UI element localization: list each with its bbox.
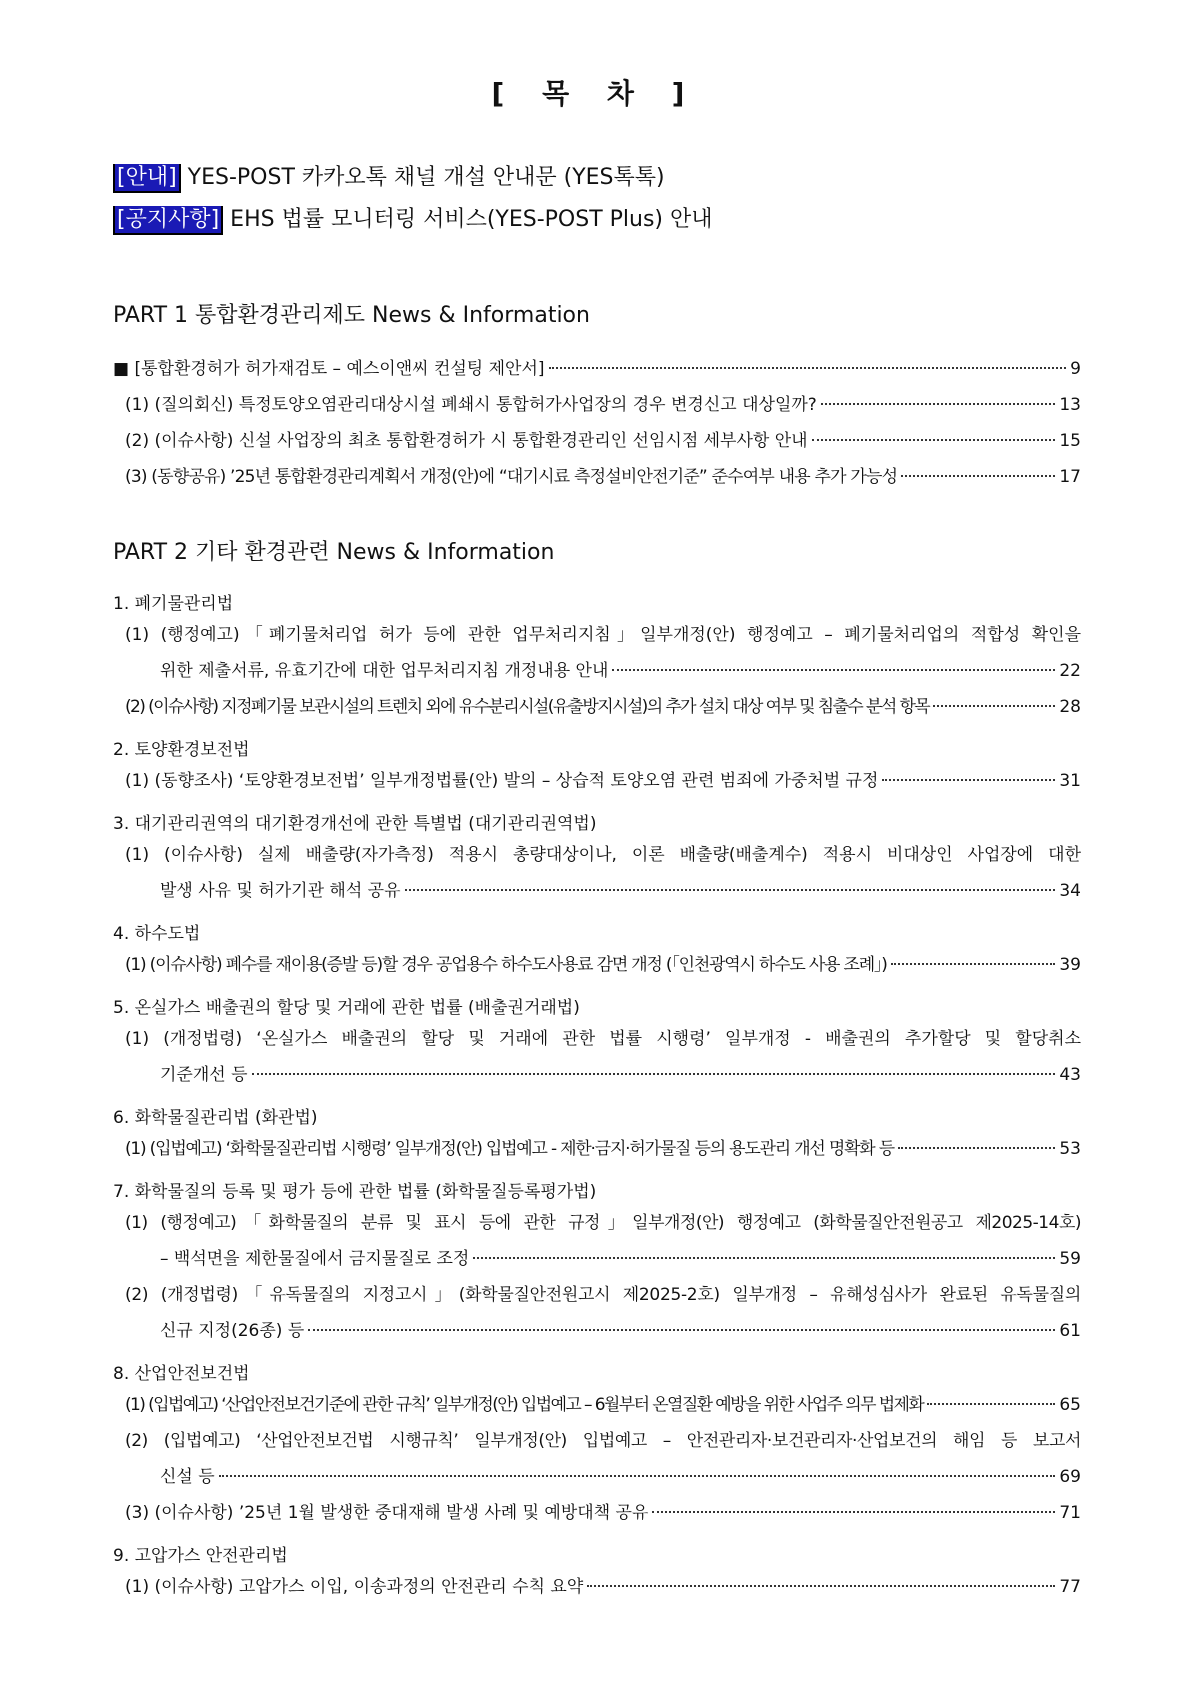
toc-entry-text-cont: 신설 등 (160, 1467, 215, 1487)
law-heading: 7. 화학물질의 등록 및 평가 등에 관한 법률 (화학물질등록평가법) (113, 1182, 597, 1202)
toc-entry-text: (1) (행정예고)「화학물질의 분류 및 표시 등에 관한 규정」일부개정(안) 행정예고 (화학물질안전원공고 제2025-14호) (125, 1213, 1081, 1233)
page-number: 53 (1059, 1139, 1081, 1159)
leader-dots (652, 1511, 1055, 1513)
page-number: 59 (1059, 1249, 1081, 1269)
page-number: 65 (1059, 1395, 1081, 1415)
leader-dots (587, 1585, 1055, 1587)
leader-dots (219, 1475, 1056, 1477)
toc-entry[interactable] (125, 837, 1081, 909)
leader-dots (308, 1329, 1055, 1331)
toc-entry[interactable] (125, 423, 1081, 459)
toc-entry-text: (1) (입법예고) ‘산업안전보건기준에 관한 규칙’ 일부개정(안) 입법예고 – 6월부터 온열질환 예방을 위한 사업주 의무 법제화 (125, 1395, 924, 1415)
page-number: 34 (1059, 881, 1081, 901)
toc-entry[interactable] (125, 1021, 1081, 1093)
page-title: [ 목 차 ] (491, 77, 699, 110)
law-heading: 3. 대기관리권역의 대기환경개선에 관한 특별법 (대기관리권역법) (113, 814, 597, 834)
page-number: 13 (1059, 395, 1081, 415)
part1-heading: PART 1 통합환경관리제도 News & Information (113, 303, 590, 328)
toc-entry-text: (3) (이슈사항) ’25년 1월 발생한 중대재해 발생 사례 및 예방대책 공유 (125, 1503, 649, 1523)
toc-entry-text: (1) (입법예고) ‘화학물질관리법 시행령’ 일부개정(안) 입법예고 - 제한·금지·허가물질 등의 용도관리 개선 명확화 등 (125, 1139, 894, 1159)
toc-entry[interactable] (125, 1205, 1081, 1277)
toc-entry-text-cont: 발생 사유 및 허가기관 해석 공유 (160, 881, 401, 901)
page-number: 15 (1059, 431, 1081, 451)
page-number: 69 (1059, 1467, 1081, 1487)
toc-entry-text: ■ [통합환경허가 허가재검토 – 예스이앤씨 컨설팅 제안서] (113, 359, 545, 379)
toc-entry[interactable] (125, 459, 1081, 495)
toc-entry[interactable] (125, 1495, 1081, 1531)
law-heading: 4. 하수도법 (113, 924, 201, 944)
page-number: 61 (1059, 1321, 1081, 1341)
toc-entry-text-cont: 위한 제출서류, 유효기간에 대한 업무처리지침 개정내용 안내 (160, 661, 609, 681)
toc-entry[interactable] (125, 1423, 1081, 1495)
leader-dots (549, 367, 1067, 369)
toc-entry-text-cont: 기준개선 등 (160, 1065, 248, 1085)
toc-entry[interactable] (113, 351, 1081, 387)
toc-entry-text: (3) (동향공유) ’25년 통합환경관리계획서 개정(안)에 “대기시료 측정설비안전기준” 준수여부 내용 추가 가능성 (125, 467, 898, 487)
page-number: 9 (1070, 359, 1081, 379)
notice-text: YES-POST 카카오톡 채널 개설 안내문 (YES톡톡) (180, 165, 665, 190)
notice-text: EHS 법률 모니터링 서비스(YES-POST Plus) 안내 (223, 207, 713, 232)
toc-entry-text-cont: 신규 지정(26종) 등 (160, 1321, 305, 1341)
toc-entry-text: (1) (이슈사항) 고압가스 이입, 이송과정의 안전관리 수칙 요약 (125, 1577, 584, 1597)
page-number: 17 (1059, 467, 1081, 487)
leader-dots (812, 439, 1056, 441)
leader-dots (898, 1147, 1055, 1149)
toc-entry[interactable] (125, 763, 1081, 799)
page-number: 28 (1059, 697, 1081, 717)
leader-dots (882, 779, 1055, 781)
toc-entry[interactable] (125, 617, 1081, 689)
law-heading: 2. 토양환경보전법 (113, 740, 250, 760)
law-heading: 9. 고압가스 안전관리법 (113, 1546, 288, 1566)
toc-entry-text: (1) (개정법령) ‘온실가스 배출권의 할당 및 거래에 관한 법률 시행령’ 일부개정 - 배출권의 추가할당 및 할당취소 (125, 1029, 1081, 1049)
page-number: 43 (1059, 1065, 1081, 1085)
toc-entry[interactable] (125, 947, 1081, 983)
toc-entry-text: (1) (질의회신) 특정토양오염관리대상시설 폐쇄시 통합허가사업장의 경우 변경신고 대상일까? (125, 395, 817, 415)
law-heading: 1. 폐기물관리법 (113, 594, 234, 614)
toc-entry-text: (2) (입법예고) ‘산업안전보건법 시행규칙’ 일부개정(안) 입법예고 – 안전관리자·보건관리자·산업보건의 해임 등 보고서 (125, 1431, 1081, 1451)
page-number: 71 (1059, 1503, 1081, 1523)
notice-tag: [공지사항] (113, 206, 223, 235)
law-heading: 6. 화학물질관리법 (화관법) (113, 1108, 318, 1128)
notice-tag: [안내] (113, 164, 181, 193)
law-heading: 8. 산업안전보건법 (113, 1364, 250, 1384)
page-number: 31 (1059, 771, 1081, 791)
leader-dots (891, 963, 1056, 965)
leader-dots (821, 403, 1056, 405)
toc-entry[interactable] (125, 1131, 1081, 1167)
toc-entry[interactable] (125, 1387, 1081, 1423)
leader-dots (612, 669, 1055, 671)
toc-entry-text: (2) (이슈사항) 신설 사업장의 최초 통합환경허가 시 통합환경관리인 선임시점 세부사항 안내 (125, 431, 808, 451)
leader-dots (933, 705, 1055, 707)
part2-heading: PART 2 기타 환경관련 News & Information (113, 540, 555, 565)
toc-entry-text: (1) (이슈사항) 실제 배출량(자가측정) 적용시 총량대상이나, 이론 배출량(배출계수) 적용시 비대상인 사업장에 대한 (125, 845, 1081, 865)
page-number: 39 (1059, 955, 1081, 975)
leader-dots (473, 1257, 1055, 1259)
page-number: 22 (1059, 661, 1081, 681)
page-number: 77 (1059, 1577, 1081, 1597)
toc-entry-text: (1) (동향조사) ‘토양환경보전법’ 일부개정법률(안) 발의 – 상습적 토양오염 관련 범죄에 가중처벌 규정 (125, 771, 879, 791)
toc-entry[interactable] (125, 689, 1081, 725)
toc-entry-text: (2) (개정법령)「유독물질의 지정고시」(화학물질안전원고시 제2025-2호) 일부개정 – 유해성심사가 완료된 유독물질의 (125, 1285, 1081, 1305)
toc-entry-text-cont: – 백석면을 제한물질에서 금지물질로 조정 (160, 1249, 470, 1269)
notice-kakao[interactable] (113, 160, 665, 191)
toc-entry[interactable] (125, 1569, 1081, 1605)
leader-dots (405, 889, 1056, 891)
leader-dots (901, 475, 1055, 477)
toc-entry-text: (1) (행정예고)「폐기물처리업 허가 등에 관한 업무처리지침」일부개정(안) 행정예고 – 폐기물처리업의 적합성 확인을 (125, 625, 1081, 645)
leader-dots (927, 1403, 1055, 1405)
toc-entry[interactable] (125, 1277, 1081, 1349)
toc-entry[interactable] (125, 387, 1081, 423)
law-heading: 5. 온실가스 배출권의 할당 및 거래에 관한 법률 (배출권거래법) (113, 998, 580, 1018)
toc-entry-text: (1) (이슈사항) 폐수를 재이용(증발 등)할 경우 공업용수 하수도사용료 감면 개정 (「인천광역시 하수도 사용 조례」) (125, 955, 887, 975)
toc-entry-text: (2) (이슈사항) 지정폐기물 보관시설의 트렌치 외에 유수분리시설(유출방지시설)의 추가 설치 대상 여부 및 침출수 분석 항목 (125, 697, 930, 717)
notice-ehs[interactable] (113, 202, 713, 233)
leader-dots (252, 1073, 1056, 1075)
